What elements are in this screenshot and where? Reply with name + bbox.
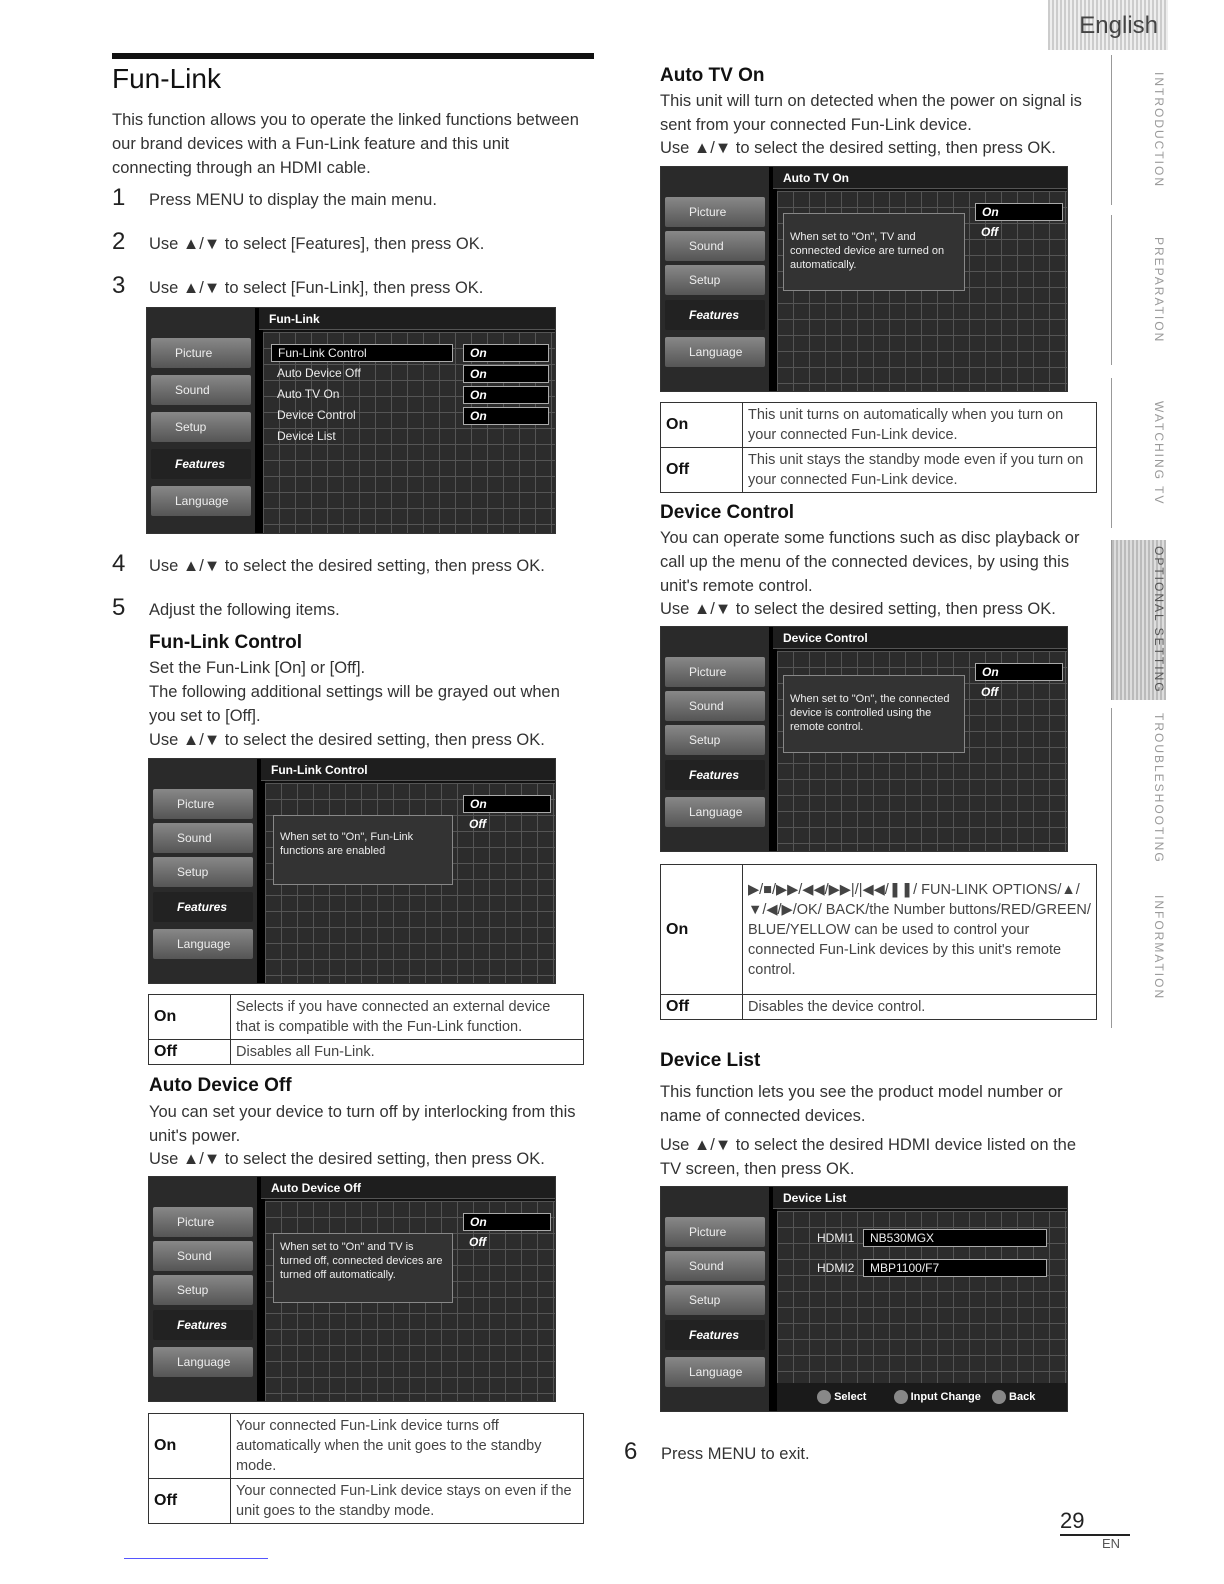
step-6: 6 Press MENU to exit. <box>624 1438 810 1465</box>
option-on: On <box>975 203 1063 221</box>
heading-device-list: Device List <box>660 1050 761 1071</box>
tab-introduction: INTRODUCTION <box>1111 55 1166 205</box>
menu-picture: Picture <box>665 657 765 687</box>
option-off: Off <box>981 685 999 699</box>
table-row: Off Disables all Fun-Link. <box>149 1040 584 1065</box>
screen-device-list <box>660 1186 1068 1412</box>
step-5: 5 Adjust the following items. <box>112 594 340 621</box>
screen-header: Auto Device Off <box>261 1177 555 1199</box>
menu-setup: Setup <box>153 857 253 887</box>
menu-sound: Sound <box>151 375 251 405</box>
auto-tv-on-p2: Use ▲/▼ to select the desired setting, then press OK. <box>660 139 1056 157</box>
back-icon <box>992 1390 1006 1404</box>
menu-sound: Sound <box>665 691 765 721</box>
menu-setup: Setup <box>665 725 765 755</box>
menu-sound: Sound <box>153 1241 253 1271</box>
menu-features: Features <box>151 449 251 479</box>
menu-features: Features <box>153 1310 253 1340</box>
menu-picture: Picture <box>665 197 765 227</box>
menu-features: Features <box>665 1320 765 1350</box>
device-port-2: HDMI2 <box>817 1261 855 1275</box>
table-row: Off This unit stays the standby mode even if you turn on your connected Fun-Link device. <box>661 448 1097 493</box>
menu-picture: Picture <box>153 789 253 819</box>
item-fun-link-control: Fun-Link Control <box>271 344 453 362</box>
heading-device-control: Device Control <box>660 502 795 523</box>
menu-sound: Sound <box>665 1251 765 1281</box>
item-auto-tv-on: Auto TV On <box>277 387 340 401</box>
page-lang: EN <box>1101 1536 1120 1551</box>
hint-box: When set to "On" and TV is turned off, connected devices are turned off automatically. <box>273 1233 453 1303</box>
screen-fun-link <box>146 307 556 534</box>
menu-features: Features <box>665 760 765 790</box>
item-device-list: Device List <box>277 429 336 443</box>
menu-features: Features <box>153 892 253 922</box>
language-tab: English <box>1048 0 1168 50</box>
input-change-icon <box>894 1390 908 1404</box>
auto-tv-on-p1: This unit will turn on detected when the power on signal is sent from your connected Fun-Link device. <box>660 92 1082 134</box>
menu-sound: Sound <box>665 231 765 261</box>
hint-box: When set to "On", Fun-Link functions are enabled <box>273 815 453 885</box>
step-1: 1 Press MENU to display the main menu. <box>112 184 437 211</box>
screen-fun-link-control <box>148 758 556 984</box>
menu-setup: Setup <box>665 1285 765 1315</box>
screen-auto-tv-on <box>660 166 1068 392</box>
device-list-p2: Use ▲/▼ to select the desired HDMI device listed on the TV screen, then press OK. <box>660 1136 1077 1178</box>
option-off: Off <box>981 225 999 239</box>
tab-watching-tv: WATCHING TV <box>1111 378 1166 528</box>
menu-picture: Picture <box>151 338 251 368</box>
menu-setup: Setup <box>153 1275 253 1305</box>
device-name-2: MBP1100/F7 <box>863 1259 1047 1277</box>
screen-header: Auto TV On <box>773 167 1067 189</box>
page-number: 29 <box>1060 1508 1130 1536</box>
device-control-p2: Use ▲/▼ to select the desired setting, then press OK. <box>660 600 1056 618</box>
auto-device-off-p2: Use ▲/▼ to select the desired setting, then press OK. <box>149 1150 545 1168</box>
menu-language: Language <box>665 797 765 827</box>
option-on: On <box>463 795 551 813</box>
screen-auto-device-off <box>148 1176 556 1402</box>
auto-tv-on-table <box>660 402 1097 493</box>
option-off: Off <box>469 817 487 831</box>
screen-header: Fun-Link Control <box>261 759 555 781</box>
table-row: Off Disables the device control. <box>661 995 1097 1020</box>
device-list-p1: This function lets you see the product model number or name of connected devices. <box>660 1083 1063 1125</box>
menu-picture: Picture <box>665 1217 765 1247</box>
value-3: On <box>463 386 549 404</box>
menu-picture: Picture <box>153 1207 253 1237</box>
heading-auto-tv-on: Auto TV On <box>660 65 765 86</box>
heading-fun-link-control: Fun-Link Control <box>149 632 303 653</box>
footer-rule <box>124 1558 268 1559</box>
page-title: Fun-Link <box>112 63 221 94</box>
table-row: On ▶/■/▶▶/◀◀/▶▶|/|◀◀/❚❚/ FUN-LINK OPTIONS/▲/▼/◀/▶/OK/ BACK/the Number buttons/RED/GREEN/ BLUE/YELLOW can be used to control your connected Fun-Link devices by this unit's remote control. <box>661 865 1097 995</box>
table-row: On Selects if you have connected an external device that is compatible with the Fun-Link function. <box>149 995 584 1040</box>
tab-troubleshooting: TROUBLESHOOTING <box>1111 708 1166 868</box>
auto-device-off-table <box>148 1413 584 1524</box>
funlink-control-table <box>148 994 584 1065</box>
screen-footer: Select Input Change Back <box>777 1383 1067 1411</box>
menu-language: Language <box>153 1347 253 1377</box>
tab-information: INFORMATION <box>1111 868 1166 1028</box>
table-row: On This unit turns on automatically when you turn on your connected Fun-Link device. <box>661 403 1097 448</box>
hint-box: When set to "On", the connected device is controlled using the remote control. <box>783 675 965 753</box>
item-device-control: Device Control <box>277 408 356 422</box>
menu-sound: Sound <box>153 823 253 853</box>
step-3: 3 Use ▲/▼ to select [Fun-Link], then press OK. <box>112 272 484 299</box>
option-on: On <box>463 1213 551 1231</box>
title-rule <box>112 53 594 59</box>
menu-language: Language <box>665 1357 765 1387</box>
auto-device-off-p1: You can set your device to turn off by interlocking from this unit's power. <box>149 1103 576 1145</box>
step-4: 4 Use ▲/▼ to select the desired setting, then press OK. <box>112 550 545 577</box>
tab-preparation: PREPARATION <box>1111 215 1166 365</box>
screen-header: Device List <box>773 1187 1067 1209</box>
item-auto-device-off: Auto Device Off <box>277 366 361 380</box>
hint-box: When set to "On", TV and connected device are turned on automatically. <box>783 213 965 291</box>
device-control-p1: You can operate some functions such as disc playback or call up the menu of the connected devices, by using this unit's remote control. <box>660 529 1080 595</box>
intro-text: This function allows you to operate the linked functions between our brand devices with a Fun-Link feature and this unit connecting through an HDMI cable. <box>112 111 579 177</box>
funlink-control-p1: Set the Fun-Link [On] or [Off]. <box>149 659 366 677</box>
device-control-table <box>660 864 1097 1020</box>
value-1: On <box>463 344 549 362</box>
menu-language: Language <box>153 929 253 959</box>
menu-language: Language <box>665 337 765 367</box>
step-2: 2 Use ▲/▼ to select [Features], then press OK. <box>112 228 485 255</box>
funlink-control-p2: The following additional settings will be grayed out when you set to [Off]. <box>149 683 560 725</box>
tab-optional-setting: OPTIONAL SETTING <box>1111 540 1166 700</box>
screen-header: Fun-Link <box>259 308 555 330</box>
value-4: On <box>463 407 549 425</box>
option-on: On <box>975 663 1063 681</box>
option-off: Off <box>469 1235 487 1249</box>
menu-language: Language <box>151 486 251 516</box>
menu-setup: Setup <box>665 265 765 295</box>
device-port-1: HDMI1 <box>817 1231 855 1245</box>
menu-features: Features <box>665 300 765 330</box>
funlink-control-p3: Use ▲/▼ to select the desired setting, then press OK. <box>149 731 545 749</box>
screen-header: Device Control <box>773 627 1067 649</box>
menu-setup: Setup <box>151 412 251 442</box>
value-2: On <box>463 365 549 383</box>
table-row: On Your connected Fun-Link device turns off automatically when the unit goes to the standby mode. <box>149 1414 584 1479</box>
table-row: Off Your connected Fun-Link device stays on even if the unit goes to the standby mode. <box>149 1479 584 1524</box>
screen-device-control <box>660 626 1068 852</box>
heading-auto-device-off: Auto Device Off <box>149 1075 292 1096</box>
device-name-1: NB530MGX <box>863 1229 1047 1247</box>
select-icon <box>817 1390 831 1404</box>
